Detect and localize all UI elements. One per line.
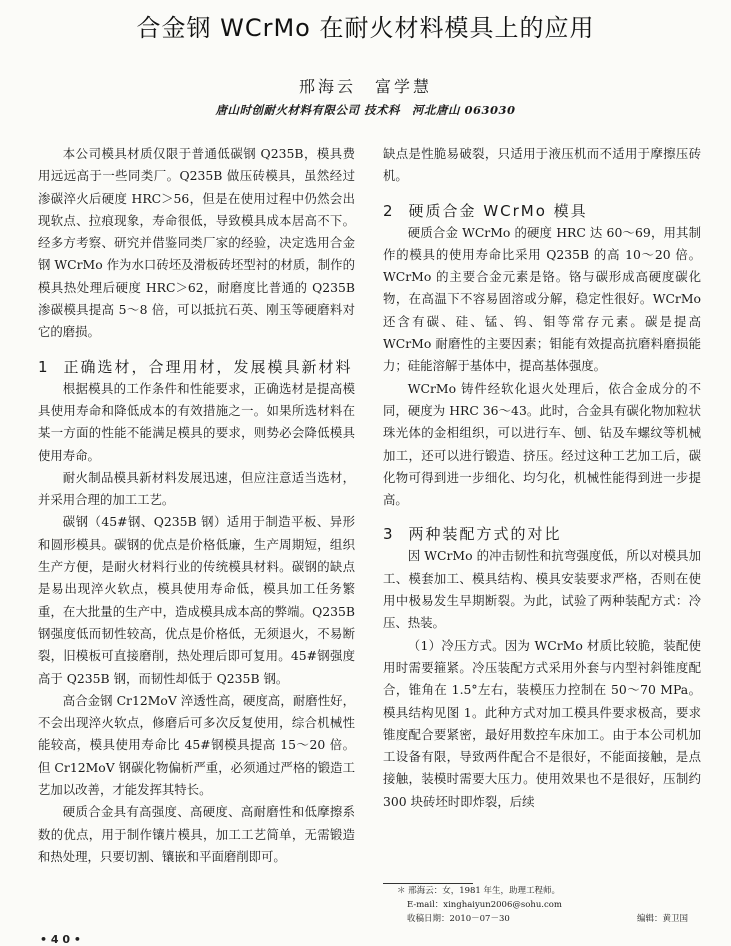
body-paragraph: 硬质合金 WCrMo 的硬度 HRC 达 60～69，用其制作的模具的使用寿命比采用 Q235B 的高 10～20 倍。WCrMo 的主要合金元素是铬。铬与碳形成高硬度碳化物，在高温下不容易固溶或分解，稳定性很好。WCrMo 还含有碳、硅、锰、钨、钼等常存元素。碳是提高 WCrMo 耐磨性的主要因素；钼能有效提高抗磨料磨损能力；硅能溶解于基体中，提高基体强度。 [383,224,701,374]
body-paragraph: 因 WCrMo 的冲击韧性和抗弯强度低，所以对模具加工、模套加工、模具结构、模具安装要求严格，否则在使用中极易发生早期断裂。为此，试验了两种装配方式：冷压、热装。 [383,548,701,631]
section-title: 正确选材，合理用材，发展模具新材料 [63,357,353,376]
section-number: 2 [383,201,395,220]
footnote-editor: 编辑：黄卫国 [637,914,689,924]
footnote-author-info: ＊ 邢海云：女，1981 年生，助理工程师。 [397,886,561,896]
body-paragraph: （1）冷压方式。因为 WCrMo 材质比较脆，装配使用时需要箍紧。冷压装配方式采用外套与内型衬斜锥度配合，锥角在 1.5°左右，装模压力控制在 50～70 MPa。模具结构见图 1。此种方式对加工模具件要求极高，要求锥度配合要紧密，最好用数控车床加工。由于本公司机加工设备有限，导致两件配合不是很好，不能面接触，是点接触，装模时需要大压力。使用效果也不是很好，压制约 300 块砖坯时即炸裂，后续 [383,637,701,809]
body-paragraph: WCrMo 铸件经软化退火处理后，依合金成分的不同，硬度为 HRC 36～43。此时，合金具有碳化物加粒状珠光体的金相组织，可以进行车、刨、钻及车螺纹等机械加工，还可以进行锻造、挤压。经过这种工艺加工后，碳化物可得到进一步细化、均匀化，机械性能得到进一步提高。 [383,380,701,508]
footnote-received-date: 收稿日期：2010－07－30 [407,914,510,924]
article-title: 合金钢 WCrMo 在耐火材料模具上的应用 [136,14,595,42]
footnote [397,884,717,926]
body-paragraph: 耐火制品模具新材料发展迅速，但应注意适当选材，并采用合理的加工工艺。 [38,469,355,508]
page-number: • 4 0 • [40,933,81,946]
right-column [383,143,701,813]
footnote-email: E-mail：xinghaiyun2006@sohu.com [407,900,562,910]
section-title: 两种装配方式的对比 [408,525,562,544]
continued-paragraph: 缺点是性脆易破裂，只适用于液压机而不适用于摩擦压砖机。 [383,146,701,184]
body-paragraph: 根据模具的工作条件和性能要求，正确选材是提高模具使用寿命和降低成本的有效措施之一。如果所选材料在某一方面的性能不能满足模具的要求，则势必会降低模具使用寿命。 [38,380,355,463]
left-column [38,143,355,868]
body-paragraph: 高合金钢 Cr12MoV 淬透性高，硬度高，耐磨性好，不会出现淬火软点，修磨后可多次反复使用，综合机械性能较高，模具使用寿命比 45#钢模具提高 15～20 倍。但 Cr12MoV 钢碳化物偏析严重，必须通过严格的锻造工艺加以改善，才能发挥其特长。 [38,692,355,798]
intro-paragraph: 本公司模具材质仅限于普通低碳钢 Q235B，模具费用远远高于一些同类厂。Q235B 做压砖模具，虽然经过渗碳淬火后硬度 HRC＞56，但是在使用过程中仍然会出现软点、拉痕现象，寿命很低，导致模具成本居高不下。经多方考察、研究并借鉴同类厂家的经验，决定选用合金钢 WCrMo 作为水口砖坯及滑板砖坯型衬的材质，制作的模具热处理后硬度 HRC＞62，耐磨度比普通的 Q235B 渗碳模具提高 5～8 倍，可以抵抗石英、刚玉等硬磨料对它的磨损。 [38,146,355,340]
body-paragraph: 硬质合金具有高强度、高硬度、高耐磨性和低摩擦系数的优点，用于制作镶片模具，加工工艺简单，无需锻造和热处理，只要切割、镶嵌和平面磨削即可。 [38,804,355,864]
section-heading-2 [383,200,701,222]
author-affiliation: 唐山时创耐火材料有限公司 技术科 河北唐山 063030 [215,103,516,117]
article-authors: 邢海云 富学慧 [298,77,432,96]
section-title: 硬质合金 WCrMo 模具 [408,201,588,220]
body-paragraph: 碳钢（45#钢、Q235B 钢）适用于制造平板、异形和圆形模具。碳钢的优点是价格低廉，生产周期短，组织生产方便，是耐火材料行业的传统模具材料。碳钢的缺点是易出现淬火软点，模具使用寿命低，模具加工任务繁重，在大批量的生产中，造成模具成本高的弊端。Q235B 钢强度低而韧性较高，优点是价格低，无须退火，不易断裂，旧模板可直接磨削，热处理后即可复用。45#钢强度高于 Q235B 钢，而韧性却低于 Q235B 钢。 [38,514,355,686]
section-number: 3 [383,525,395,544]
section-heading-1 [38,356,355,378]
section-heading-3 [383,523,701,545]
section-number: 1 [38,357,50,376]
